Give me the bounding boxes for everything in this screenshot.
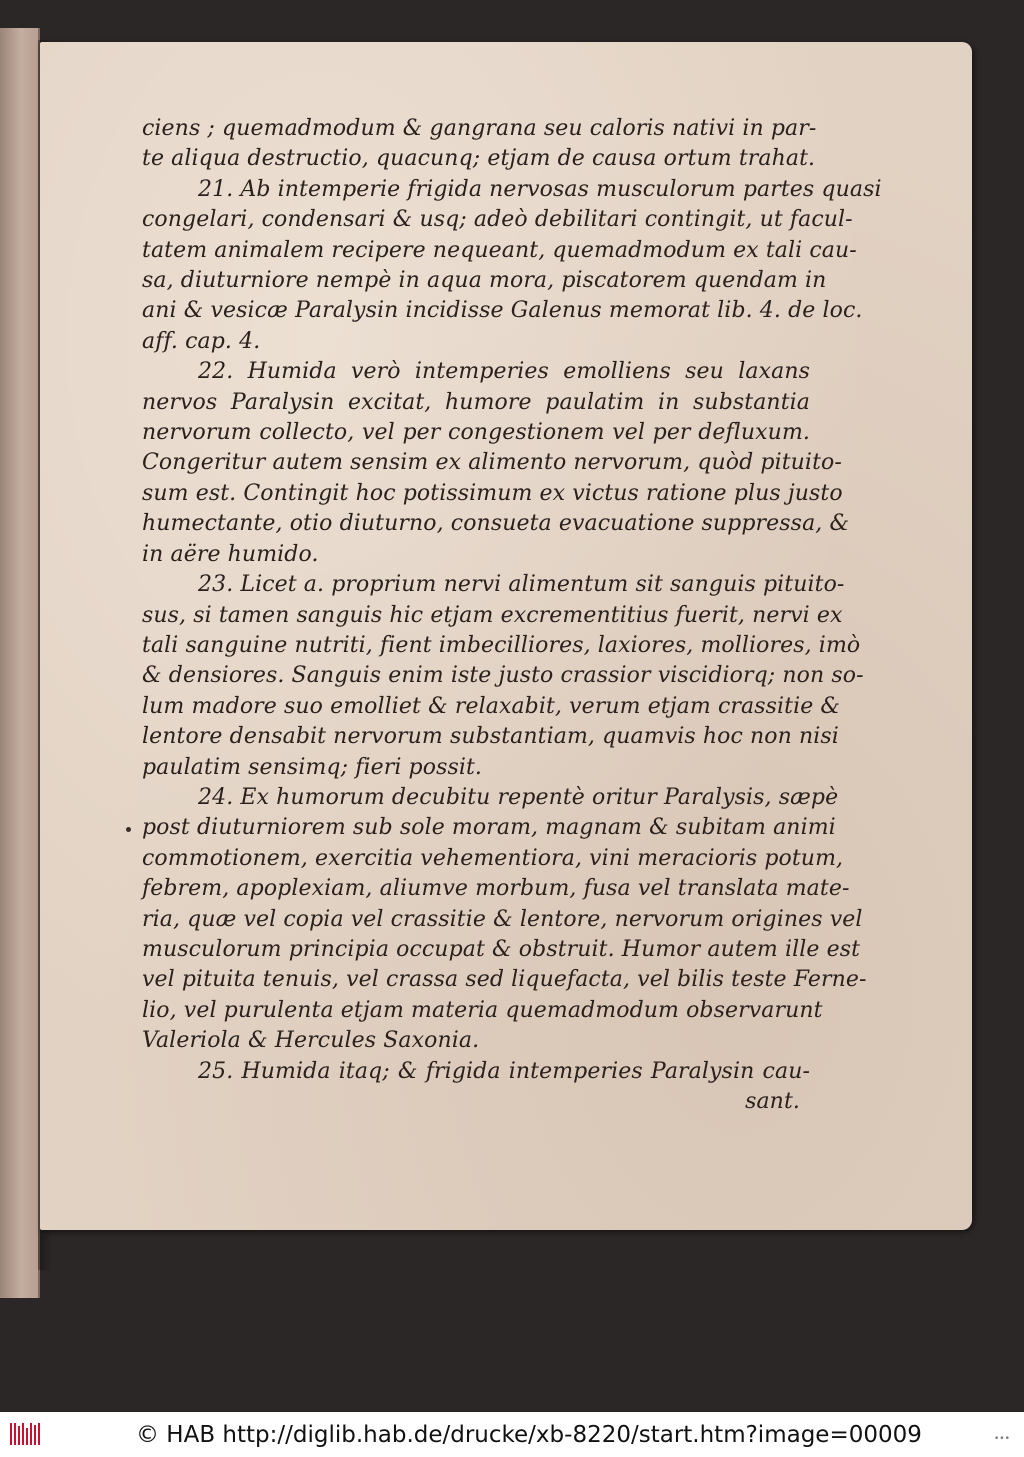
- text-line: tali sanguine nutriti, fient imbecilliores, laxiores, molliores, imò: [142, 632, 861, 658]
- text-line: sum est. Contingit hoc potissimum ex victus ratione plus justo: [142, 480, 843, 506]
- text-line: congelari, condensari & usq; adeò debilitari contingit, ut facul-: [142, 207, 853, 233]
- text-line: nervorum collecto, vel per congestionem vel per defluxum.: [142, 420, 810, 446]
- book-page: [40, 42, 972, 1230]
- text-line: 23. Licet a. proprium nervi alimentum sit sanguis pituito-: [198, 572, 845, 598]
- text-line: te aliqua destructio, quacunq; etjam de causa ortum trahat.: [142, 146, 816, 172]
- text-line: 25. Humida itaq; & frigida intemperies Paralysin cau-: [198, 1058, 810, 1084]
- text-line: aff. cap. 4.: [142, 328, 261, 354]
- text-line: vel pituita tenuis, vel crassa sed liquefacta, vel bilis teste Ferne-: [142, 967, 867, 993]
- footer-credit-link[interactable]: © HAB http://diglib.hab.de/drucke/xb-8220/start.htm?image=00009: [136, 1422, 922, 1448]
- text-line: 22. Humida verò intemperies emolliens seu laxans: [198, 359, 810, 385]
- text-line: ria, quæ vel copia vel crassitie & lentore, nervorum origines vel: [142, 906, 863, 932]
- text-line: lum madore suo emolliet & relaxabit, verum etjam crassitie &: [142, 693, 841, 719]
- text-line: sus, si tamen sanguis hic etjam excrementitius fuerit, nervi ex: [142, 602, 843, 628]
- text-line: Congeritur autem sensim ex alimento nervorum, quòd pituito-: [142, 450, 842, 476]
- text-line: musculorum principia occupat & obstruit. Humor autem ille est: [142, 936, 861, 962]
- text-line: sa, diuturniore nempè in aqua mora, piscatorem quendam in: [142, 268, 827, 294]
- text-line: commotionem, exercitia vehementiora, vini meracioris potum,: [142, 845, 844, 871]
- margin-mark: [126, 827, 131, 832]
- previous-page-edge: [0, 28, 40, 1298]
- text-line: ani & vesicæ Paralysin incidisse Galenus memorat lib. 4. de loc.: [142, 298, 863, 324]
- footer-bar: [0, 1412, 1024, 1457]
- catchword: sant.: [745, 1089, 800, 1114]
- text-line: tatem animalem recipere nequeant, quemadmodum ex tali cau-: [142, 237, 857, 263]
- text-line: nervos Paralysin excitat, humore paulatim in substantia: [142, 389, 810, 415]
- text-line: ciens ; quemadmodum & gangrana seu caloris nativi in par-: [142, 116, 817, 141]
- text-line: paulatim sensimq; fieri possit.: [142, 754, 483, 780]
- text-line: febrem, apoplexiam, aliumve morbum, fusa vel translata mate-: [142, 876, 850, 902]
- text-line: in aëre humido.: [142, 541, 319, 567]
- text-line: 21. Ab intemperie frigida nervosas musculorum partes quasi: [198, 176, 882, 202]
- text-line: Valeriola & Hercules Saxonia.: [142, 1028, 480, 1054]
- page-text: [142, 114, 882, 1117]
- text-line: lentore densabit nervorum substantiam, quamvis hoc non nisi: [142, 724, 839, 750]
- text-line: humectante, otio diuturno, consueta evacuatione suppressa, &: [142, 511, 850, 537]
- hab-logo-icon: [8, 1420, 42, 1448]
- text-line: & densiores. Sanguis enim iste justo crassior viscidiorq; non so-: [142, 663, 864, 689]
- footer-dots: •••: [994, 1434, 1010, 1444]
- text-line: post diuturniorem sub sole moram, magnam & subitam animi: [142, 815, 836, 841]
- text-line: lio, vel purulenta etjam materia quemadmodum observarunt: [142, 997, 823, 1023]
- text-line: 24. Ex humorum decubitu repentè oritur Paralysis, sæpè: [198, 784, 839, 810]
